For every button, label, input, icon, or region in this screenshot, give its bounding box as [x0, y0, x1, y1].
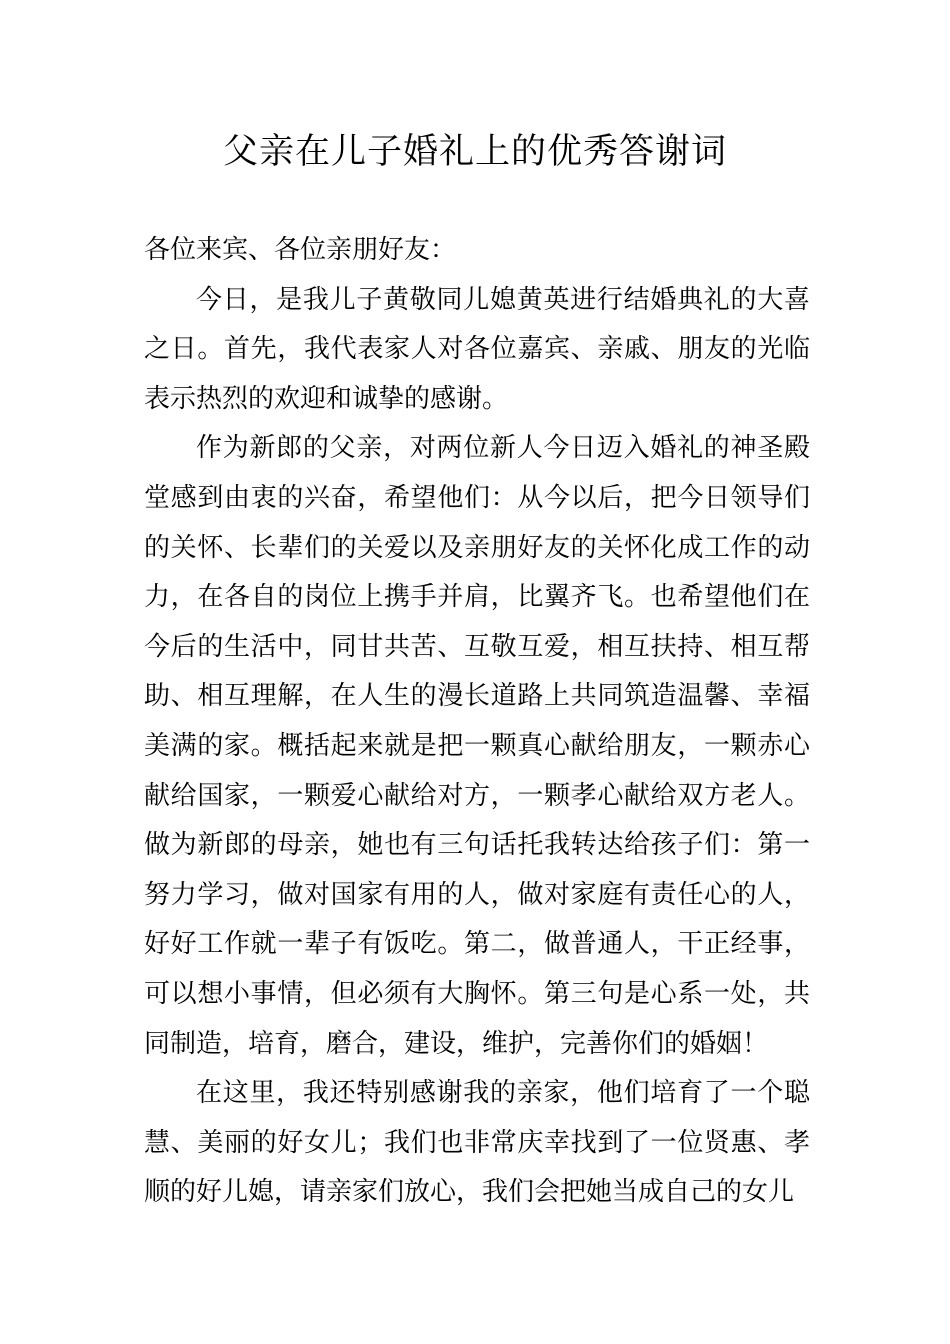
salutation: 各位来宾、各位亲朋好友： — [144, 235, 457, 265]
document-title: 父亲在儿子婚礼上的优秀答谢词 — [222, 132, 727, 172]
paragraph-thanks-in-laws: 在这里，我还特别感谢我的亲家，他们培育了一个聪慧、美丽的好女儿；我们也非常庆幸找到了一位贤惠、孝顺的好儿媳，请亲家们放心，我们会把她当成自己的女儿 — [144, 1078, 810, 1208]
paragraph-welcome: 今日，是我儿子黄敬同儿媳黄英进行结婚典礼的大喜之日。首先，我代表家人对各位嘉宾、亲戚、朋友的光临表示热烈的欢迎和诚挚的感谢。 — [144, 284, 810, 414]
paragraph-wishes: 作为新郎的父亲，对两位新人今日迈入婚礼的神圣殿堂感到由衷的兴奋，希望他们：从今以后，把今日领导们的关怀、长辈们的关爱以及亲朋好友的关怀化成工作的动力，在各自的岗位上携手并肩，比翼齐飞。也希望他们在今后的生活中，同甘共苦、互敬互爱，相互扶持、相互帮助、相互理解，在人生的漫长道路上共同筑造温馨、幸福美满的家。概括起来就是把一颗真心献给朋友，一颗赤心献给国家，一颗爱心献给对方，一颗孝心献给双方老人。做为新郎的母亲，她也有三句话托我转达给孩子们：第一努力学习，做对国家有用的人，做对家庭有责任心的人，好好工作就一辈子有饭吃。第二，做普通人，干正经事，可以想小事情，但必须有大胸怀。第三句是心系一处，共同制造，培育，磨合，建设，维护，完善你们的婚姻！ — [144, 433, 810, 1059]
document-body — [144, 226, 810, 1218]
